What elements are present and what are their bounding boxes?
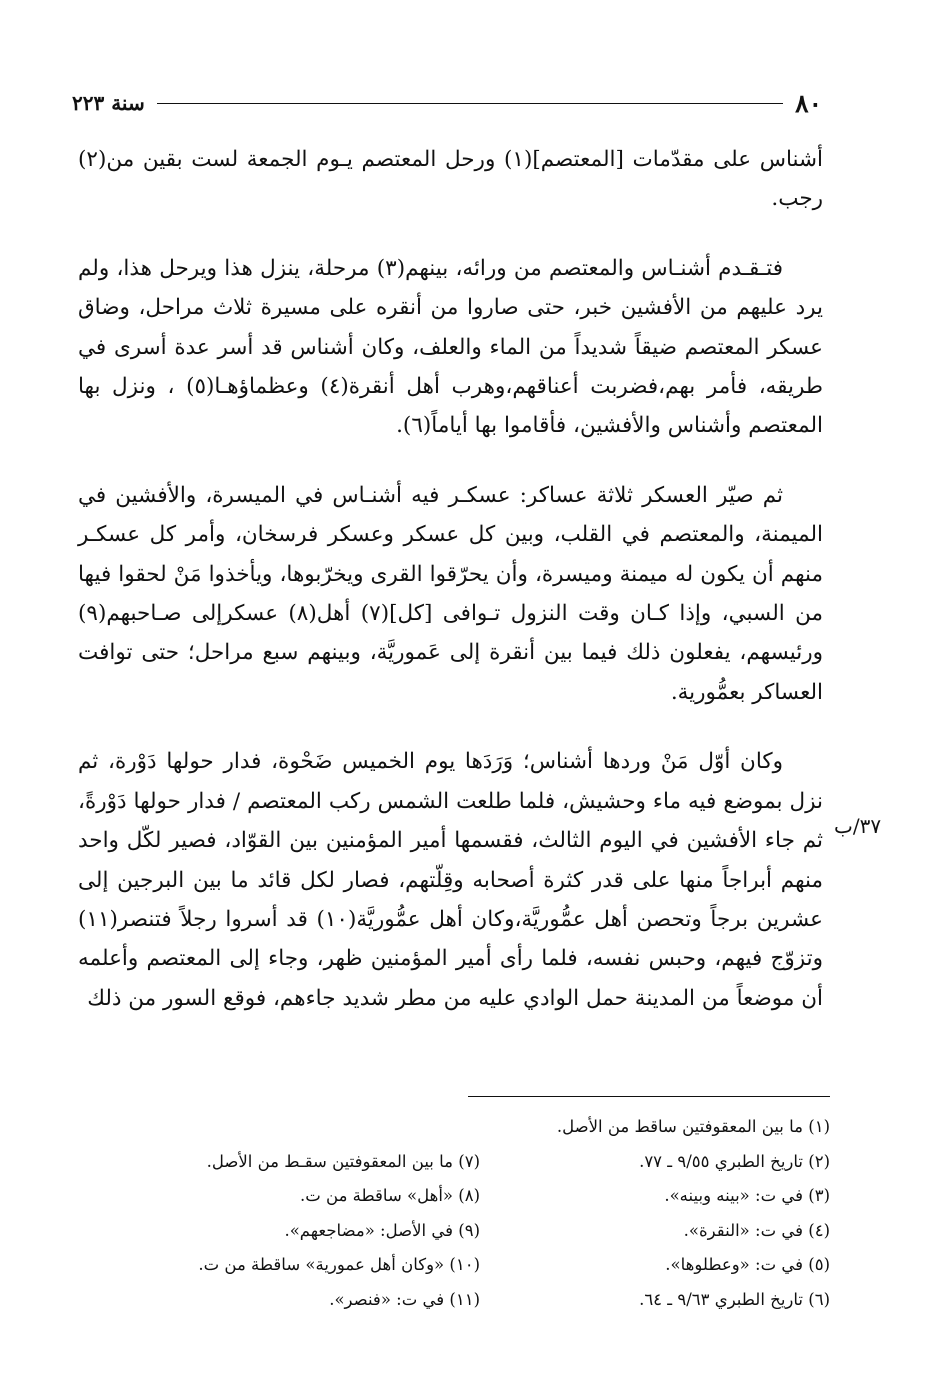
page-number: ٨٠ bbox=[795, 88, 822, 118]
footnotes-column-left bbox=[150, 1110, 480, 1317]
main-text bbox=[78, 140, 823, 1048]
footnote-5: (٥) في ت: «وعطلوها». bbox=[665, 1255, 830, 1274]
footnote-1: (١) ما بين المعقوفتين ساقط من الأصل. bbox=[556, 1117, 830, 1136]
manuscript-folio-note: ٣٧/ب bbox=[834, 814, 882, 838]
paragraph-4: وكان أوّل مَنْ وردها أشناس؛ وَرَدَها يوم الخميس ضَحْوة، فدار حولها دَوْرة، ثم نزل بموضع فيه ماء وحشيش، فلما طلعت الشمس ركب المعتصم / فدار حولها دَوْرةً، ثم جاء الأفشين في اليوم الثالث، فقسمها أمير المؤمنين بين القوّاد، فصير لكّل واحد منهم أبراجاً منها على قدر كثرة أصحابه وقِلّتهم، فصار لكل قائد ما بين البرجين إلى عشرين برجاً وتحصن أهل عمُّوريَّة،وكان أهل عمُّوريَّة(١٠) قد أسروا رجلاً فتنصر(١١) وتزوّج فيهم، وحبس نفسه، فلما رأى أمير المؤمنين ظهر، وجاء إلى المعتصم وأعلمه أن موضعاً من المدينة حمل الوادي عليه من مطر شديد جاءهم، فوقع السور من ذلك bbox=[78, 749, 823, 1011]
footnote-10: (١٠) «وكان أهل عمورية» ساقطة من ت. bbox=[198, 1255, 480, 1274]
footnote-3: (٣) في ت: «بينه وبينه». bbox=[664, 1186, 830, 1205]
footnote-2: (٢) تاريخ الطبري ٩/٥٥ ـ ٧٧. bbox=[639, 1151, 830, 1171]
footnote-11: (١١) في ت: «فنصر». bbox=[329, 1289, 480, 1309]
paragraph-3: ثم صيّر العسكر ثلاثة عساكر: عسكـر فيه أشنـاس في الميسرة، والأفشين في الميمنة، والمعتصم في القلب، وبين كل عسكر وعسكر فرسخان، وأمر كل عسكـر منهم أن يكون له ميمنة وميسرة، وأن يحرّقوا القرى ويخرّبوها، ويأخذوا مَنْ لحقوا فيها من السبي، وإذا كـان وقت النزول تـوافى [كل](٧) أهل(٨) عسكرإلى صـاحبهم(٩) ورئيسهم، يفعلون ذلك فيما بين أنقرة إلى عَموريَّة، وبينهم سبع مراحل؛ حتى توافت العساكر بعمُّورية. bbox=[78, 482, 823, 705]
footnote-8: (٨) «أهل» ساقطة من ت. bbox=[300, 1186, 480, 1205]
footnote-6: (٦) تاريخ الطبري ٩/٦٣ ـ ٦٤. bbox=[639, 1289, 830, 1309]
running-head: سنة ٢٢٣ bbox=[72, 91, 145, 115]
paragraph-2: فتـقـدم أشنـاس والمعتصم من ورائه، بينهم(٣) مرحلة، ينزل هذا ويرحل هذا، ولم يرد عليهم من الأفشين خبر، حتى صاروا من أنقره على مسيرة ثلاث مراحل، وضاق عسكر المعتصم ضيقاً شديداً من الماء والعلف، وكان أشناس قد أسر عدة أسرى في طريقه، فأمر بهم،فضربت أعناقهم،وهرب أهل أنقرة(٤) وعظماؤهـا(٥) ، ونزل بها المعتصم وأشناس والأفشين، فأقاموا بها أياماً(٦). bbox=[78, 255, 824, 439]
footnotes-column-right bbox=[500, 1110, 830, 1317]
header-rule bbox=[157, 103, 783, 104]
paragraph-1: أشناس على مقدّمات [المعتصم](١) ورحل المعتصم يـوم الجمعة لست بقين من(٢) رجب. bbox=[78, 147, 824, 212]
footnote-9: (٩) في الأصل: «مضاجعهم». bbox=[284, 1220, 480, 1240]
footnote-7: (٧) ما بين المعقوفتين سقـط من الأصل. bbox=[206, 1151, 480, 1171]
page-header bbox=[72, 86, 822, 120]
footnote-4: (٤) في ت: «النقرة». bbox=[683, 1220, 830, 1240]
footnote-rule bbox=[468, 1096, 830, 1097]
